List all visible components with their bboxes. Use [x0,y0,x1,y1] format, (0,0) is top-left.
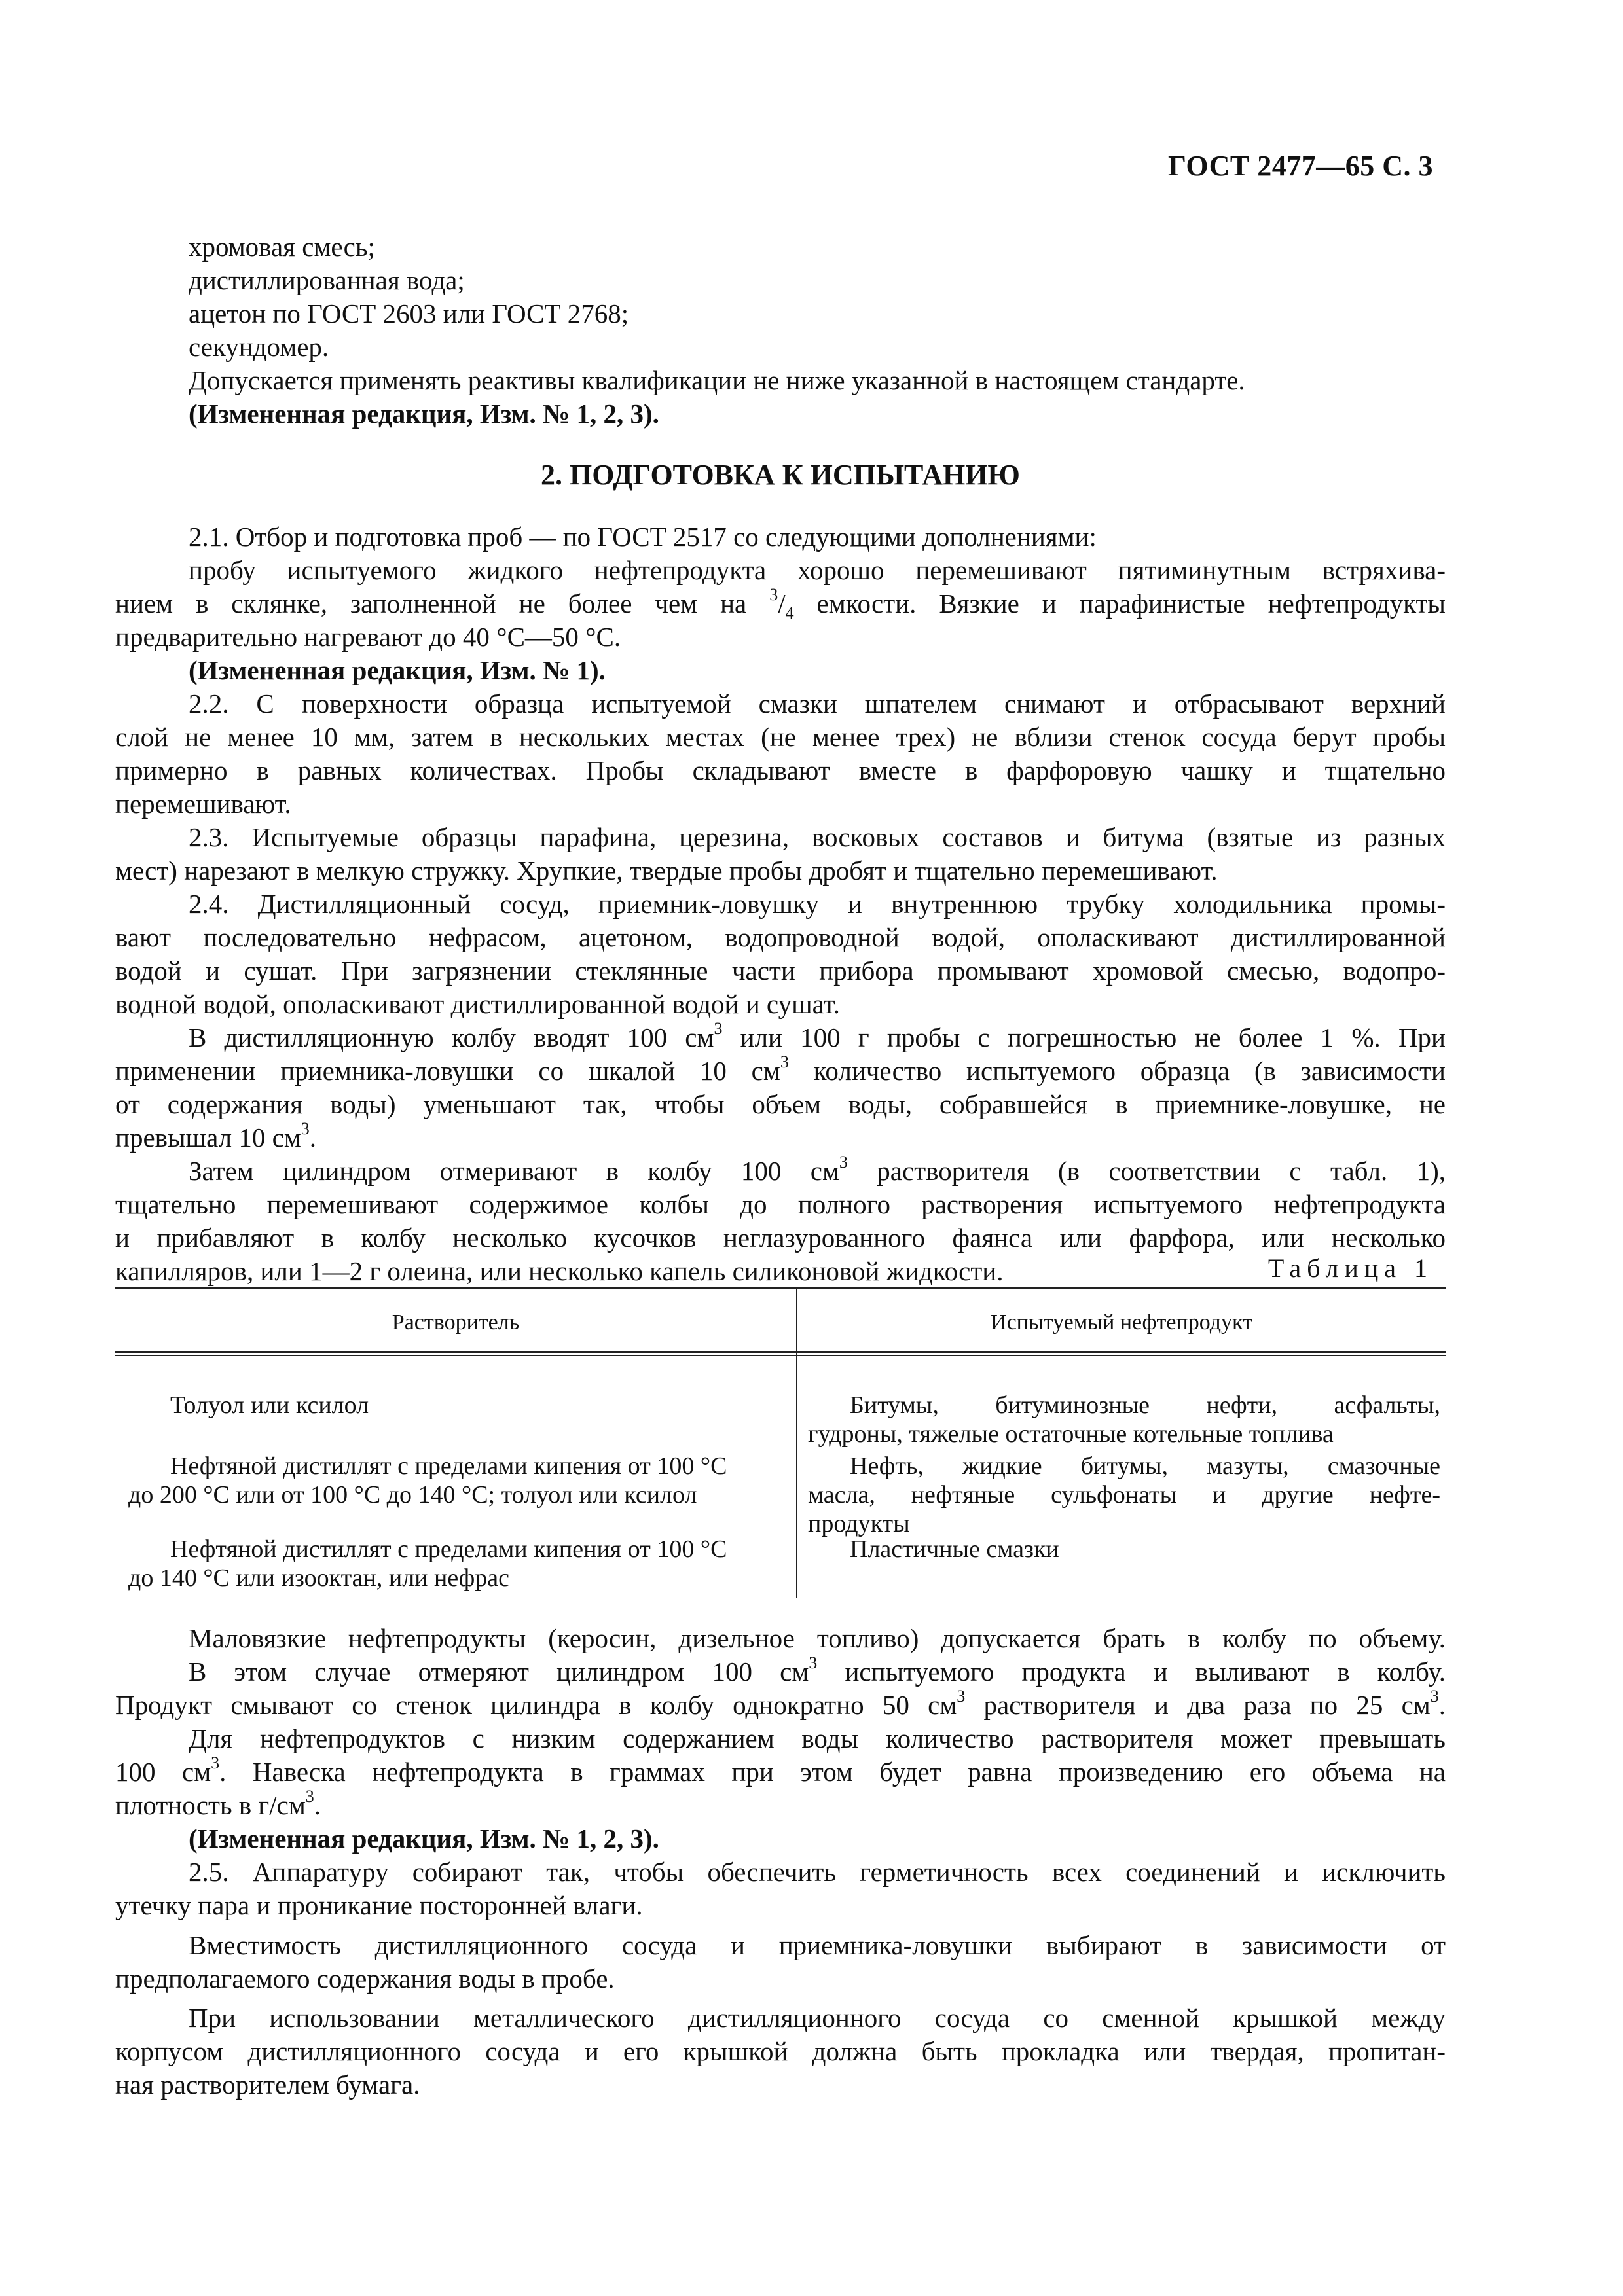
page-header: ГОСТ 2477—65 С. 3 [1167,150,1433,182]
superscript: 3 [211,1753,220,1773]
intro-revision: (Измененная редакция, Изм. № 1, 2, 3). [189,399,659,429]
text-line [115,1021,1446,1054]
text-line [115,1655,1446,1689]
table-header-product: Испытуемый нефтепродукт [991,1310,1252,1335]
revision-note: (Измененная редакция, Изм. № 1). [189,655,606,685]
text-line: Вместимость дистилляционного сосуда и приемника-ловушки выбирают в зависимости от [189,1930,1446,1960]
text-line: Для нефтепродуктов с низким содержанием воды количество растворителя может превышать [189,1723,1446,1753]
paragraph-2-5c [115,2001,1446,2102]
text-line: корпусом дистилляционного сосуда и его крышкой должна быть прокладка или твердая, пропитан- [115,2036,1446,2066]
text-line: водной водой, ополаскивают дистиллированной водой и сушат. [115,989,840,1019]
paragraph-after-table [115,1622,1446,1856]
text-line [115,1755,1446,1789]
text-line: 2.3. Испытуемые образцы парафина, церезина, восковых составов и битума (взятые из разных [189,822,1446,852]
text-span: плотность в г/см [115,1790,306,1820]
cell-line: до 140 °С или изооктан, или нефрас [128,1564,510,1592]
paragraph-2-4 [115,888,1446,1288]
text-line: При использовании металлического дистилляционного сосуда со сменной крышкой между [189,2003,1446,2033]
text-line [115,1054,1446,1088]
text-line [115,1155,1446,1188]
intro-item: секундомер. [189,332,329,362]
table-cell-product [808,1535,1440,1564]
table-cell-product [808,1452,1440,1538]
text-line: слой не менее 10 мм, затем в нескольких местах (не менее трех) не вблизи стенок сосуда берут пробы [115,722,1446,752]
superscript: 3 [957,1687,966,1706]
superscript: 3 [809,1653,818,1673]
text-line: 2.1. Отбор и подготовка проб — по ГОСТ 2517 со следующими дополнениями: [189,522,1097,552]
text-line: вают последовательно нефрасом, ацетоном, водопроводной водой, ополаскивают дистиллированной [115,922,1446,952]
text-line: перемешивают. [115,789,291,819]
cell-line: продукты [808,1510,910,1537]
text-line: примерно в равных количествах. Пробы складывают вместе в фарфоровую чашку и тщательно [115,755,1446,785]
text-line: утечку пара и проникание посторонней влаги. [115,1890,643,1920]
cell-line: Нефтяной дистиллят с пределами кипения от 100 °С [170,1535,727,1563]
text-span: емкости. Вязкие и парафинистые нефтепродукты [793,588,1446,619]
text-line [115,1689,1446,1722]
cell-line: Нефтяной дистиллят с пределами кипения от 100 °С [170,1452,727,1480]
text-span: или 100 г пробы с погрешностью не более 1 %. При [722,1022,1446,1052]
text-line [115,585,1446,623]
text-span: . [309,1122,317,1153]
text-line: капилляров, или 1—2 г олеина, или несколько капель силиконовой жидкости. [115,1256,1004,1286]
text-line: Маловязкие нефтепродукты (керосин, дизельное топливо) допускается брать в колбу по объему. [189,1623,1446,1653]
superscript: 3 [301,1119,310,1139]
table-cell-solvent [128,1391,790,1420]
superscript: 3 [839,1153,848,1172]
text-span: Затем цилиндром отмеривают в колбу 100 см [189,1156,839,1186]
fraction-numerator: 3 [769,585,778,605]
text-span: Продукт смывают со стенок цилиндра в колбу однократно 50 см [115,1690,957,1720]
text-span: В этом случае отмеряют цилиндром 100 см [189,1657,809,1687]
text-line: тщательно перемешивают содержимое колбы до полного растворения испытуемого нефтепродукта [115,1189,1446,1219]
cell-line: Нефть, жидкие битумы, мазуты, смазочные [850,1452,1440,1480]
cell-line: Толуол или ксилол [170,1391,369,1419]
table-header-solvent: Растворитель [392,1310,520,1335]
text-span: . [314,1790,321,1820]
text-span: применении приемника-ловушки со шкалой 10 см [115,1056,780,1086]
text-line: мест) нарезают в мелкую стружку. Хрупкие, твердые пробы дробят и тщательно перемешивают. [115,855,1218,886]
text-span: . Навеска нефтепродукта в граммах при этом будет равна произведению его объема на [219,1757,1446,1787]
text-span: нием в склянке, заполненной не более чем на [115,588,770,619]
table-header-rule [115,1351,1446,1353]
table-column-divider [796,1356,797,1598]
table-cell-product [808,1391,1440,1448]
superscript: 3 [780,1052,789,1072]
intro-item: дистиллированная вода; [189,265,465,295]
text-span: испытуемого продукта и выливают в колбу. [817,1657,1446,1687]
text-line: предварительно нагревают до 40 °С—50 °С. [115,622,621,652]
fraction: $^3/_4$ [769,585,794,623]
text-line: водой и сушат. При загрязнении стеклянные части прибора промывают хромовой смесью, водопро- [115,956,1446,986]
text-span: растворителя и два раза по 25 см [965,1690,1431,1720]
text-line [115,1789,1446,1822]
table-cell-solvent [128,1535,790,1592]
cell-line: до 200 °С или от 100 °С до 140 °С; толуол или ксилол [128,1481,697,1509]
superscript: 3 [305,1787,314,1806]
text-line: от содержания воды) уменьшают так, чтобы объем воды, собравшейся в приемнике-ловушке, не [115,1089,1446,1119]
text-span: количество испытуемого образца (в зависимости [788,1056,1446,1086]
section-title: 2. ПОДГОТОВКА К ИСПЫТАНИЮ [541,459,1020,491]
text-line: 2.5. Аппаратуру собирают так, чтобы обеспечить герметичность всех соединений и исключить [189,1857,1446,1887]
revision-note: (Измененная редакция, Изм. № 1, 2, 3). [189,1823,659,1854]
text-line: предполагаемого содержания воды в пробе. [115,1964,615,1994]
paragraph-2-1 [115,520,1446,687]
intro-block [115,230,1446,431]
superscript: 3 [714,1019,723,1039]
paragraph-2-3 [115,821,1446,888]
table-caption: Таблица 1 [1267,1253,1433,1283]
table-header-rule [115,1355,1446,1356]
text-line: 2.2. С поверхности образца испытуемой смазки шпателем снимают и отбрасывают верхний [189,689,1446,719]
cell-line: Битумы, битуминозные нефти, асфальты, [850,1391,1440,1419]
text-line: пробу испытуемого жидкого нефтепродукта хорошо перемешивают пятиминутным встряхива- [189,555,1446,585]
cell-line: гудроны, тяжелые остаточные котельные топлива [808,1420,1334,1448]
intro-item: хромовая смесь; [189,232,375,262]
intro-note: Допускается применять реактивы квалификации не ниже указанной в настоящем стандарте. [189,365,1245,395]
paragraph-2-2 [115,687,1446,821]
paragraph-2-5 [115,1856,1446,1922]
cell-line: Пластичные смазки [850,1535,1059,1563]
text-span: растворителя (в соответствии с табл. 1), [847,1156,1446,1186]
text-line [115,1121,1446,1155]
cell-line: масла, нефтяные сульфонаты и другие нефте- [808,1481,1440,1509]
superscript: 3 [1430,1687,1439,1706]
text-span: В дистилляционную колбу вводят 100 см [189,1022,714,1052]
fraction-denominator: 4 [785,603,794,623]
table-cell-solvent [128,1452,790,1509]
text-span: 100 см [115,1757,211,1787]
text-span: превышал 10 см [115,1122,301,1153]
text-span: . [1438,1690,1446,1720]
intro-item: ацетон по ГОСТ 2603 или ГОСТ 2768; [189,298,629,329]
text-line: 2.4. Дистилляционный сосуд, приемник-ловушку и внутреннюю трубку холодильника промы- [189,889,1446,919]
text-line: ная растворителем бумага. [115,2070,420,2100]
paragraph-2-5b [115,1929,1446,1996]
text-line: и прибавляют в колбу несколько кусочков неглазурованного фаянса или фарфора, или несколько [115,1223,1446,1253]
table-top-rule [115,1287,1446,1289]
